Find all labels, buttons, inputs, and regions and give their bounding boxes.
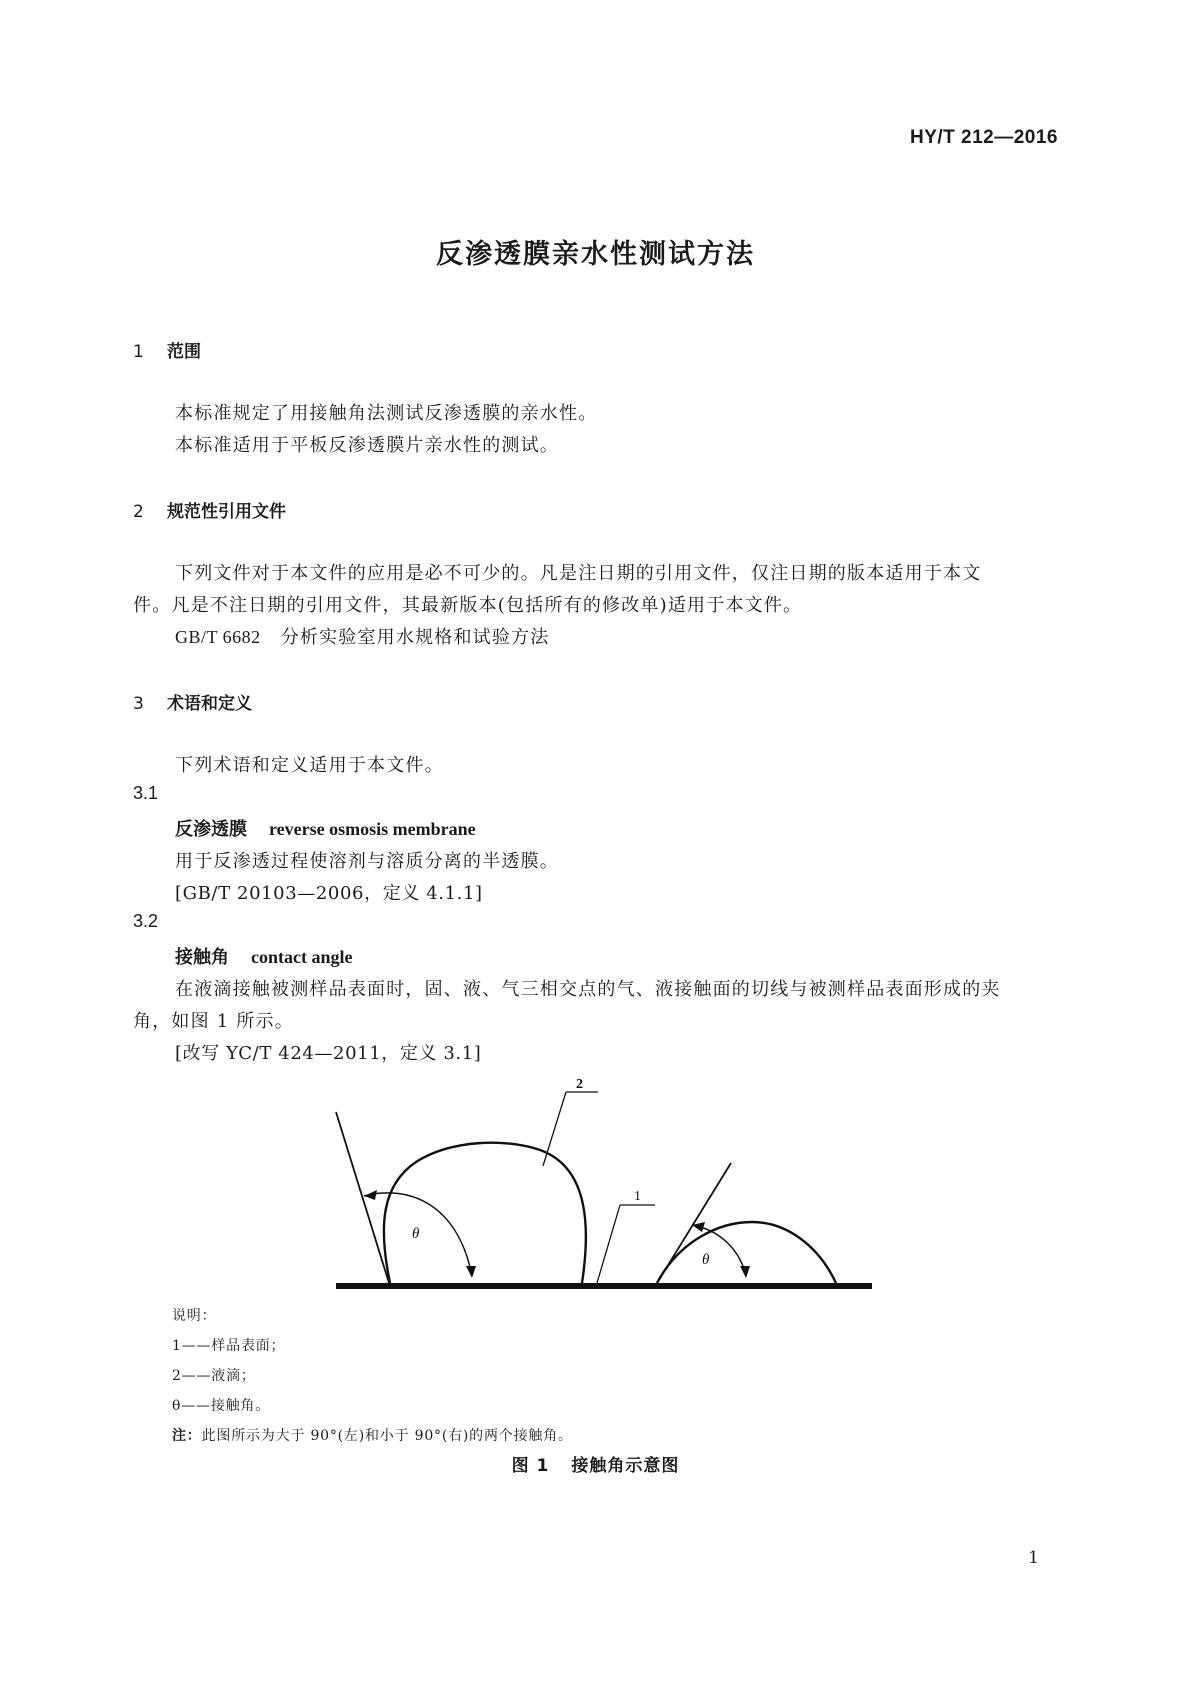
term-3-2-zh: 接触角 <box>175 947 229 968</box>
theta-label-left: θ <box>412 1226 420 1242</box>
callout-1-leader <box>597 1205 620 1283</box>
theta-label-right: θ <box>702 1252 710 1268</box>
sample-surface <box>336 1283 872 1289</box>
legend-item-1: 1——样品表面； <box>172 1338 286 1354</box>
tangent-line-left <box>336 1112 389 1283</box>
section-1-paragraph-2: 本标准适用于平板反渗透膜片亲水性的测试。 <box>175 435 559 456</box>
legend-title: 说明： <box>172 1308 217 1324</box>
term-3-2-definition-line-2: 角，如图 1 所示。 <box>133 1011 294 1032</box>
term-3-1-definition: 用于反渗透过程使溶剂与溶质分离的半透膜。 <box>175 851 559 872</box>
arrowhead-right-bottom <box>740 1266 750 1278</box>
section-2-title: 规范性引用文件 <box>167 502 286 522</box>
section-1-paragraph-1: 本标准规定了用接触角法测试反渗透膜的亲水性。 <box>175 403 598 424</box>
term-3-1-zh: 反渗透膜 <box>175 819 247 840</box>
section-2-paragraph-line-1: 下列文件对于本文件的应用是必不可少的。凡是注日期的引用文件，仅注日期的版本适用于本文 <box>175 563 982 584</box>
term-3-2-source: [改写 YC/T 424—2011，定义 3.1] <box>175 1043 482 1064</box>
section-2-paragraph-line-2: 件。凡是不注日期的引用文件，其最新版本(包括所有的修改单)适用于本文件。 <box>133 595 803 616</box>
document-title: 反渗透膜亲水性测试方法 <box>436 239 755 270</box>
arrowhead-left-bottom <box>466 1266 476 1278</box>
legend-item-3: θ——接触角。 <box>172 1398 271 1414</box>
callout-2-leader <box>543 1092 566 1166</box>
tangent-line-right <box>657 1163 731 1283</box>
figure-note-label: 注： <box>172 1428 202 1444</box>
section-1-title: 范围 <box>167 342 201 362</box>
page-number: 1 <box>1028 1548 1039 1568</box>
term-3-2-definition-line-1: 在液滴接触被测样品表面时，固、液、气三相交点的气、液接触面的切线与被测样品表面形成的夹 <box>175 979 1001 1000</box>
reference-code: GB/T 6682 <box>175 627 261 647</box>
figure-caption-number: 图 1 <box>511 1456 550 1476</box>
droplet-left <box>384 1143 586 1283</box>
section-3-intro: 下列术语和定义适用于本文件。 <box>175 755 444 776</box>
figure-note <box>172 1425 573 1445</box>
legend-item-2: 2——液滴； <box>172 1368 256 1384</box>
callout-2-label: 2 <box>576 1077 583 1092</box>
figure-caption <box>0 1451 1191 1476</box>
standard-code: HY/T 212—2016 <box>909 127 1058 148</box>
term-3-1-en: reverse osmosis membrane <box>269 819 476 839</box>
term-3-1-source: [GB/T 20103—2006，定义 4.1.1] <box>175 883 483 904</box>
term-3-2-number: 3.2 <box>133 911 159 931</box>
section-3-title: 术语和定义 <box>167 694 252 714</box>
term-3-2-en: contact angle <box>251 947 353 967</box>
callout-1-label: 1 <box>634 1189 641 1204</box>
angle-arc-right <box>692 1225 746 1276</box>
term-3-1-number: 3.1 <box>133 783 159 803</box>
figure-caption-text: 接触角示意图 <box>571 1456 680 1476</box>
section-3-number: 3 <box>133 694 144 714</box>
section-2-number: 2 <box>133 502 144 522</box>
section-1-number: 1 <box>133 342 144 362</box>
figure-note-text: 此图所示为大于 90°(左)和小于 90°(右)的两个接触角。 <box>201 1428 573 1444</box>
reference-title: 分析实验室用水规格和试验方法 <box>280 627 550 648</box>
